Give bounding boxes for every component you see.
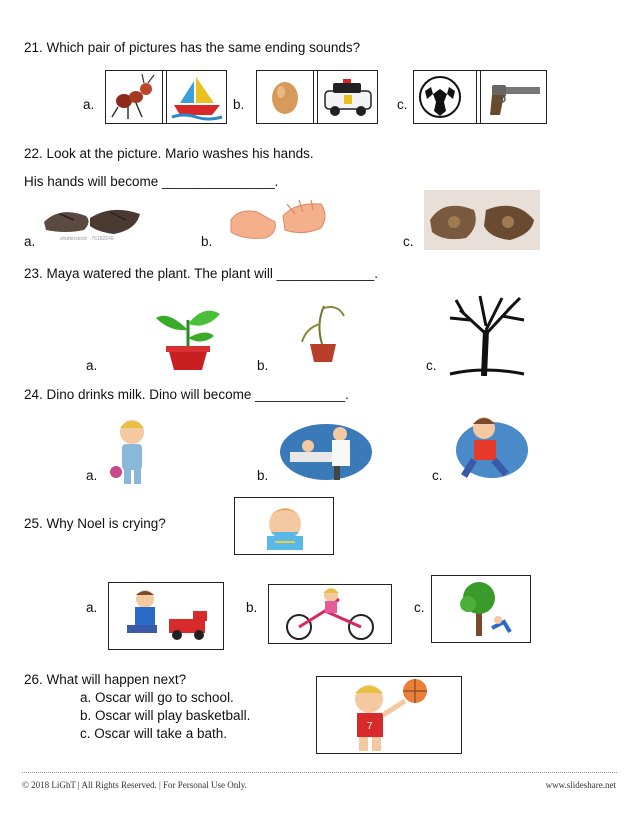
q22-option-b-label: b. bbox=[201, 234, 213, 249]
q23-option-a-label: a. bbox=[86, 358, 98, 373]
q24-option-b-doctor-image[interactable] bbox=[276, 418, 374, 484]
q22-option-a-label: a. bbox=[24, 234, 36, 249]
question-26: 26. What will happen next? bbox=[24, 672, 187, 687]
q21-option-b-pictures[interactable] bbox=[256, 70, 378, 124]
q25-crying-noel-image bbox=[234, 497, 334, 555]
q23-option-b-wilted-plant-image[interactable] bbox=[292, 294, 354, 370]
svg-text:7: 7 bbox=[367, 721, 373, 732]
boat-image bbox=[168, 71, 226, 123]
gun-image bbox=[482, 71, 546, 123]
q23-option-c-label: c. bbox=[426, 358, 437, 373]
question-21: 21. Which pair of pictures has the same ending sounds? bbox=[24, 40, 361, 55]
q23-option-c-dead-tree-image[interactable] bbox=[440, 290, 530, 376]
q26-oscar-basketball-image bbox=[316, 676, 462, 754]
q24-option-c-label: c. bbox=[432, 468, 443, 483]
q25-option-c-label: c. bbox=[414, 600, 425, 615]
q21-option-c-pictures[interactable] bbox=[413, 70, 547, 124]
q21-option-a-pictures[interactable] bbox=[105, 70, 227, 124]
q25-option-a-toy-truck-image[interactable] bbox=[108, 582, 224, 650]
q22-option-b-clean-hands-image[interactable] bbox=[225, 196, 333, 250]
question-22-line-2: His hands will become _______________. bbox=[24, 174, 279, 189]
q24-option-b-label: b. bbox=[257, 468, 269, 483]
question-23: 23. Maya watered the plant. The plant will _____________. bbox=[24, 266, 378, 281]
q25-option-a-label: a. bbox=[86, 600, 98, 615]
q25-option-c-tree-fall-image[interactable] bbox=[431, 575, 531, 643]
q22-option-c-muddy-hands-image[interactable] bbox=[424, 190, 540, 250]
question-22: 22. Look at the picture. Mario washes his hands. bbox=[24, 146, 314, 161]
soccer-ball-image bbox=[414, 71, 476, 123]
q24-option-c-healthy-boy-image[interactable] bbox=[448, 410, 530, 484]
q22-option-a-dirty-hands-image[interactable] bbox=[40, 200, 144, 246]
q21-option-a-label: a. bbox=[83, 97, 95, 112]
question-25: 25. Why Noel is crying? bbox=[24, 516, 166, 531]
q26-choice-b[interactable]: b. Oscar will play basketball. bbox=[80, 708, 251, 723]
q23-option-b-label: b. bbox=[257, 358, 269, 373]
q24-option-a-sick-boy-image[interactable] bbox=[104, 414, 160, 486]
question-24: 24. Dino drinks milk. Dino will become ____________. bbox=[24, 387, 349, 402]
q26-choice-a[interactable]: a. Oscar will go to school. bbox=[80, 690, 234, 705]
ant-image bbox=[106, 71, 162, 123]
q26-choice-c[interactable]: c. Oscar will take a bath. bbox=[80, 726, 228, 741]
footer-divider bbox=[22, 772, 617, 773]
police-car-image bbox=[319, 71, 377, 123]
footer-copyright: © 2018 LiGhT | All Rights Reserved. | For Personal Use Only. bbox=[22, 780, 247, 790]
egg-image bbox=[257, 71, 313, 123]
q25-option-b-bicycle-image[interactable] bbox=[268, 584, 392, 644]
q21-option-b-label: b. bbox=[233, 97, 245, 112]
footer-source[interactable]: www.slideshare.net bbox=[545, 780, 616, 790]
stock-watermark: shutterstock · 76182249 bbox=[60, 236, 114, 242]
q21-option-c-label: c. bbox=[397, 97, 408, 112]
q22-option-c-label: c. bbox=[403, 234, 414, 249]
q24-option-a-label: a. bbox=[86, 468, 98, 483]
q25-option-b-label: b. bbox=[246, 600, 258, 615]
q23-option-a-healthy-plant-image[interactable] bbox=[148, 302, 228, 372]
